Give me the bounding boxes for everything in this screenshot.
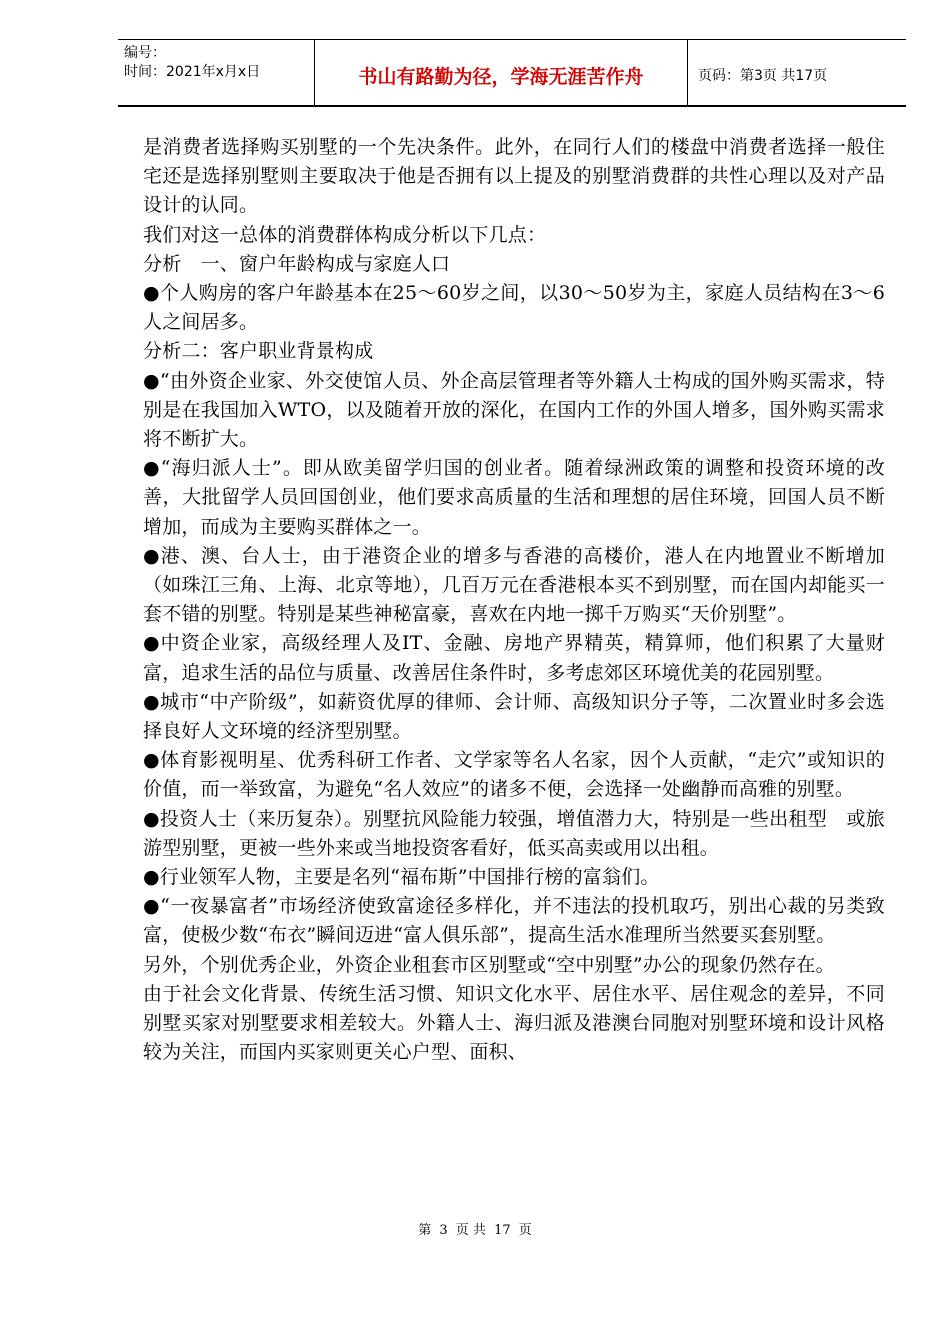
paragraph: 另外，个别优秀企业，外资企业租套市区别墅或“空中别墅”办公的现象仍然存在。 [143, 953, 835, 976]
page-footer [0, 1219, 950, 1238]
footer-prefix: 第 [418, 1223, 432, 1238]
time-label: 时间：2021年x月x日 [124, 64, 261, 80]
page-header [118, 39, 906, 107]
footer-suffix: 页 [518, 1223, 532, 1238]
paragraph: 由于社会文化背景、传统生活习惯、知识文化水平、居住水平、居住观念的差异，不同别墅买家对别墅要求相差较大。外籍人士、海归派及港澳台同胞对别墅环境和设计风格较为关注，而国内买家则更关心户型、面积、 [143, 982, 885, 1064]
header-page-info: 页码：第3页 共17页 [698, 67, 828, 84]
bullet-item: ●“由外资企业家、外交使馆人员、外企高层管理者等外籍人士构成的国外购买需求，特别是在我国加入WTO，以及随着开放的深化，在国内工作的外国人增多，国外购买需求将不断扩大。 [143, 369, 885, 451]
bullet-item: ●“一夜暴富者”市场经济使致富途径多样化，并不违法的投机取巧，别出心裁的另类致富，使极少数“布衣”瞬间迈进“富人俱乐部”，提高生活水准理所当然要买套别墅。 [143, 895, 885, 947]
bullet-item: ●投资人士（来历复杂）。别墅抗风险能力较强，增值潜力大，特别是一些出租型 或旅游型别墅，更被一些外来或当地投资客看好，低买高卖或用以出租。 [143, 807, 885, 859]
code-label: 编号： [124, 45, 166, 61]
bullet-item: ●城市“中产阶级”，如薪资优厚的律师、会计师、高级知识分子等，二次置业时多会选择良好人文环境的经济型别墅。 [143, 690, 885, 743]
section-heading: 分析 一、窗户年龄构成与家庭人口 [143, 252, 451, 275]
bullet-item: ●中资企业家，高级经理人及IT、金融、房地产界精英，精算师，他们积累了大量财富，追求生活的品位与质量、改善居住条件时，多考虑郊区环境优美的花园别墅。 [143, 632, 885, 684]
paragraph: 是消费者选择购买别墅的一个先决条件。此外，在同行人们的楼盘中消费者选择一般住宅还是选择别墅则主要取决于他是否拥有以上提及的别墅消费群的共性心理以及对产品设计的认同。 [143, 136, 885, 217]
document-body [143, 133, 885, 1068]
bullet-item: ●“海归派人士”。即从欧美留学归国的创业者。随着绿洲政策的调整和投资环境的改善，大批留学人员回国创业，他们要求高质量的生活和理想的居住环境，回国人员不断增加，而成为主要购买群体之一。 [143, 457, 885, 538]
paragraph: 我们对这一总体的消费群体构成分析以下几点： [143, 223, 547, 246]
header-motto: 书山有路勤为径，学海无涯苦作舟 [314, 40, 688, 105]
footer-mid: 页 共 [455, 1223, 486, 1238]
footer-page-number: 3 [439, 1223, 448, 1238]
header-meta [118, 40, 314, 105]
bullet-item: ●港、澳、台人士，由于港资企业的增多与香港的高楼价，港人在内地置业不断增加（如珠江三角、上海、北京等地），几百万元在香港根本买不到别墅，而在国内却能买一套不错的别墅。特别是某些神秘富豪，喜欢在内地一掷千万购买“天价别墅”。 [143, 544, 885, 626]
section-heading: 分析二：客户职业背景构成 [143, 340, 374, 363]
footer-total-pages: 17 [494, 1223, 511, 1238]
bullet-item: ●个人购房的客户年龄基本在25～60岁之间，以30～50岁为主，家庭人员结构在3～6人之间居多。 [143, 282, 885, 334]
bullet-item: ●体育影视明星、优秀科研工作者、文学家等名人名家，因个人贡献，“走穴”或知识的价值，而一举致富，为避免“名人效应”的诸多不便，会选择一处幽静而高雅的别墅。 [143, 749, 885, 801]
bullet-item: ●行业领军人物，主要是名列“福布斯”中国排行榜的富翁们。 [143, 866, 660, 889]
